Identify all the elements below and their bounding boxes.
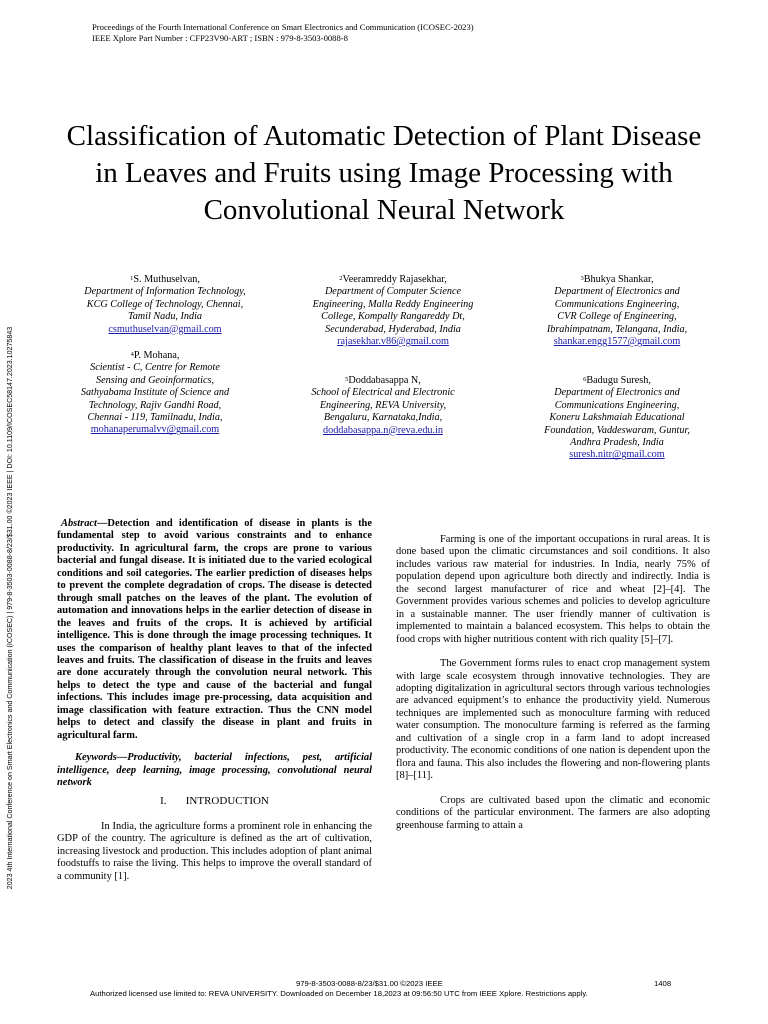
footer-copyright: 979-8-3503-0088-8/23/$31.00 ©2023 IEEE [296, 979, 443, 988]
author-email-link[interactable]: suresh.nitr@gmail.com [569, 449, 665, 461]
author-email-link[interactable]: doddabasappa.n@reva.edu.in [323, 424, 443, 436]
author-email-link[interactable]: rajasekhar.v86@gmail.com [337, 336, 449, 348]
left-column [57, 518, 372, 883]
author-email-link[interactable]: mohanaperumalvv@gmail.com [90, 424, 220, 436]
body-paragraph: The Government forms rules to enact crop management system with large scale ecosystem through innovative technologies. They are adopting digitalization in agricultural sectors through various technologies are advanced equipment’s to enhance the productivity yield. Numerous techniques are implemented such as monoculture farming with reduced water consumption. The monoculture farming is referred as the farming and cultivation of a single crop in a farm land to adopt increased productivity. The economic conditions of one nation is dependent upon the flora and fauna. This also includes the flowering and non-flowering plants [8]–[11]. [396, 658, 710, 782]
author-email-link[interactable]: csmuthuselvan@gmail.com [108, 323, 222, 335]
author-affiliation: Department of Electronics and Communications Engineering, Koneru Lakshmaiah Educational Foundation, Vaddeswaram, Guntur, Andhra Pradesh, India [544, 387, 690, 449]
author-name: $^2$Veeramreddy Rajasekhar, [339, 274, 447, 285]
author-block-1 [50, 274, 280, 336]
author-affiliation: Department of Computer Science Engineering, Malla Reddy Engineering College, Kompally Rangareddy Dt, Secunderabad, Hyderabad, India [312, 286, 474, 335]
author-block-5 [268, 375, 498, 437]
intro-paragraph: In India, the agriculture forms a prominent role in enhancing the GDP of the country. The agriculture is defined as the art of cultivation, increasing livestock and production. This includes adoption of plant animal foodstuffs to raise the living. This helps to improve the overall standard of a community [1]. [57, 820, 372, 882]
right-column [396, 534, 710, 832]
side-doi-text: 2023 4th International Conference on Smart Electronics and Communication (ICOSEC) | 979-8-3503-0088-8/23/$31.00 ©2023 IEEE | DOI: 10.1109/ICOSEC58147.2023.10275843 [6, 326, 14, 890]
abstract-label: Abstract [61, 518, 97, 529]
author-block-2 [278, 274, 508, 348]
author-name: $^5$Doddabasappa N, [345, 375, 421, 386]
author-block-4 [40, 350, 270, 437]
abstract-text: —Detection and identification of disease in plants is the fundamental step to avoid various constraints and to enhance productivity. In agricultural farm, the crops are prone to various bacterial and fungal disease. It is initiated due to the varied ecological conditions and soil categories. The earlier prediction of diseases helps to prevent the complete degradation of crops. The disease is detected through small patches on the leaves of the plant. The evolution of automation and innovations helps in the earlier detection of disease in the leaves and fruits of the crops. It is achieved by artificial intelligence. This is done through the image processing techniques. It uses the comparison of healthy plant leaves to that of the infected leaves and fruits. The classification of disease in the fruits and leaves are done accurately through the convolution neural network. This helps to detect the type and cause of the bacterial and fungal infections. This includes image pre-processing, data acquisition and image classification with feature extraction. Thus the CNN model helps to detect and classify the disease in plant and fruits in agricultural farm. [57, 518, 372, 741]
side-doi-strip [4, 252, 16, 964]
keywords: Keywords—Productivity, bacterial infections, pest, artificial intelligence, deep learning, image processing, convolutional neural network [57, 752, 372, 789]
author-affiliation: Department of Electronics and Communications Engineering, CVR College of Engineering, Ibrahimpatnam, Telangana, India, [546, 286, 688, 335]
author-affiliation: Scientist - C, Centre for Remote Sensing and Geoinformatics, Sathyabama Institute of Science and Technology, Rajiv Gandhi Road, Chennai - 119, Tamilnadu, India, [80, 362, 230, 424]
section-heading-introduction: I. INTRODUCTION [160, 794, 269, 807]
paper-title: Classification of Automatic Detection of Plant Disease in Leaves and Fruits using Image Processing with Convolutional Neural Network [66, 120, 702, 226]
author-affiliation: School of Electrical and Electronic Engineering, REVA University, Bengaluru, Karnataka,India, [311, 387, 455, 424]
header-part-number: IEEE Xplore Part Number : CFP23V90-ART ; ISBN : 979-8-3503-0088-8 [92, 33, 348, 43]
author-block-6 [502, 375, 732, 462]
author-block-3 [502, 274, 732, 348]
author-affiliation: Department of Information Technology, KCG College of Technology, Chennai, Tamil Nadu, India [84, 286, 246, 323]
author-email-link[interactable]: shankar.engg1577@gmail.com [553, 336, 681, 348]
footer-page-number: 1408 [654, 979, 672, 988]
body-paragraph: Crops are cultivated based upon the climatic and economic conditions of the particular environment. The farmers are also adopting greenhouse farming to attain a [396, 794, 710, 831]
author-name: $^6$Badugu Suresh, [583, 375, 651, 386]
abstract [57, 518, 372, 742]
body-paragraph: Farming is one of the important occupations in rural areas. It is done based upon the climatic circumstances and soil conditions. It also includes various raw material for industries. In India, nearly 75% of population depend upon agriculture both directly and indirectly. India is the second largest manufacturer of rice and wheat [2]–[4]. The Government provides various schemes and policies to develop agriculture in a sustainable manner. The user friendly manner of cultivation is implemented to maintain a balanced ecosystem. This helps to obtain the food crops with higher nutritious content with rich quality [5]–[7]. [396, 534, 710, 645]
author-name: $^3$Bhukya Shankar, [580, 274, 654, 285]
author-name: $^4$P. Mohana, [130, 350, 180, 361]
footer-license: Authorized licensed use limited to: REVA UNIVERSITY. Downloaded on December 18,2023 at 09:56:50 UTC from IEEE Xplore. Restrictions apply. [90, 989, 588, 998]
conference-header [92, 22, 474, 44]
author-name: $^1$S. Muthuselvan, [130, 274, 200, 285]
header-proceedings: Proceedings of the Fourth International Conference on Smart Electronics and Communication (ICOSEC-2023) [92, 22, 474, 32]
